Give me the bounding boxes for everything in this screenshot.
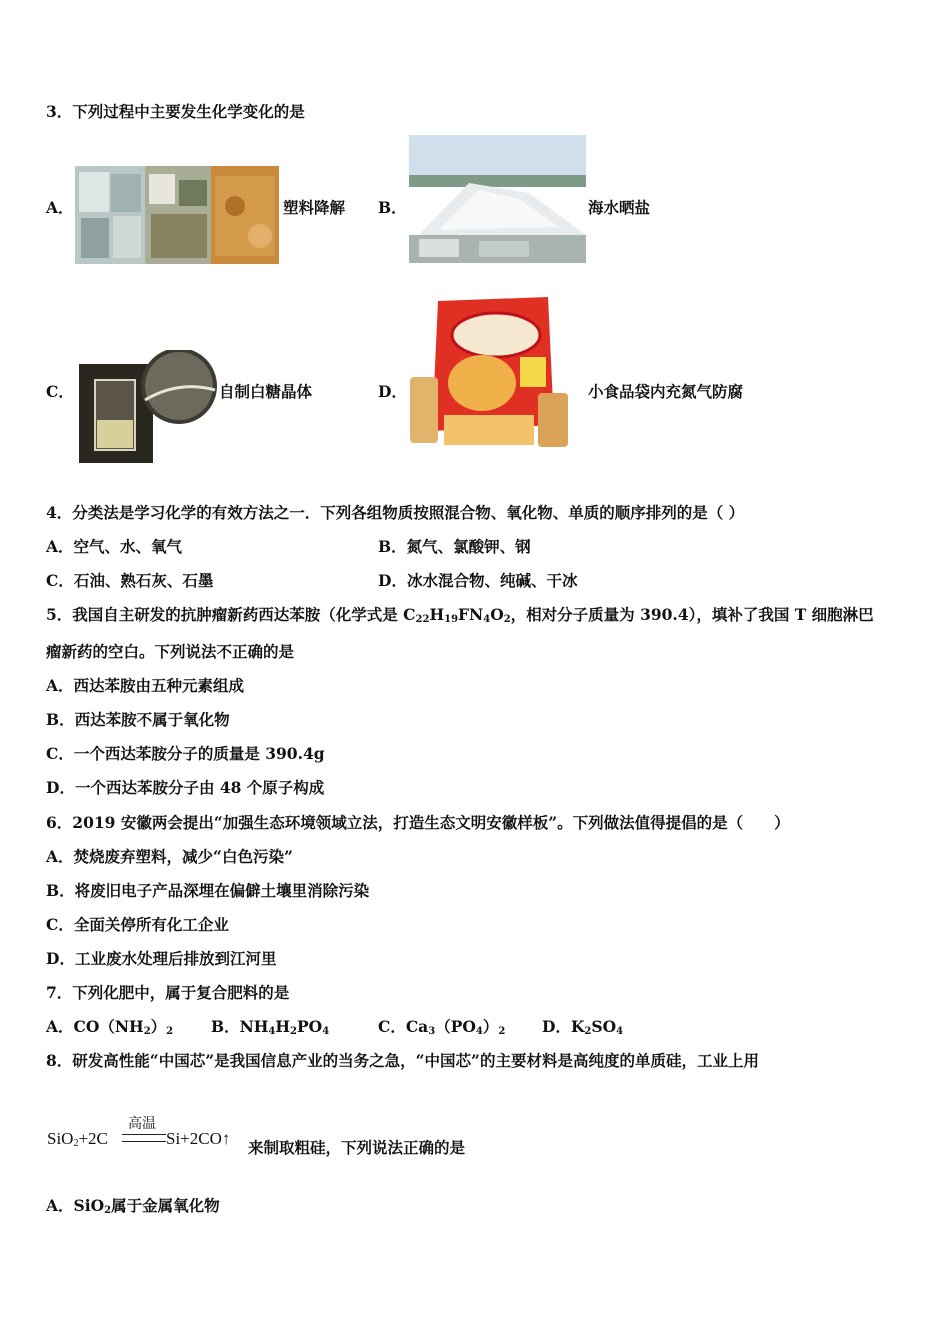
- q4-stem: 4．分类法是学习化学的有效方法之一．下列各组物质按照混合物、氧化物、单质的顺序排列的是（ ）: [46, 503, 745, 522]
- q7-d-part: SO: [591, 1017, 617, 1036]
- formula-sub: 4: [322, 1026, 330, 1037]
- q7-b-part: PO: [297, 1017, 323, 1036]
- q5-stem-suffix: ，相对分子质量为 390.4），填补了我国 T 细胞淋巴: [510, 605, 874, 624]
- q3-option-c-label: C．: [46, 382, 74, 401]
- formula-sub: 2: [166, 1026, 174, 1037]
- q5-option-a: A．西达苯胺由五种元素组成: [46, 676, 245, 695]
- formula-part: FN: [458, 605, 484, 624]
- equation-reactants: [47, 1129, 108, 1149]
- formula-sub: 3: [428, 1026, 436, 1037]
- formula-sub: 4: [616, 1026, 624, 1037]
- equation-condition: 高温: [128, 1117, 156, 1132]
- q3-option-c-text: 自制白糖晶体: [219, 382, 313, 401]
- formula-sub: 22: [415, 614, 430, 625]
- q7-c-part: ）: [482, 1017, 499, 1036]
- formula-sub: 2: [584, 1026, 592, 1037]
- q7-c-part: C．Ca: [378, 1017, 429, 1036]
- q7-option-d: [542, 1017, 623, 1042]
- q7-b-part: B．NH: [211, 1017, 269, 1036]
- q5-stem-prefix: 5．我国自主研发的抗肿瘤新药西达苯胺（化学式是 C: [46, 605, 416, 624]
- q3-option-a-label: A．: [46, 198, 74, 217]
- formula-sub: 19: [444, 614, 459, 625]
- q7-option-a: [46, 1017, 173, 1042]
- formula-sub: 2: [104, 1205, 112, 1216]
- q3-stem: 3．下列过程中主要发生化学变化的是: [46, 102, 305, 121]
- q6-option-c: C．全面关停所有化工企业: [46, 915, 229, 934]
- q7-b-part: H: [275, 1017, 291, 1036]
- q4-option-a: A．空气、水、氧气: [46, 537, 183, 556]
- formula-sub: 4: [268, 1026, 276, 1037]
- q7-c-part: （PO: [435, 1017, 476, 1036]
- plastic-degradation-image: [75, 166, 279, 264]
- formula-part: O: [490, 605, 504, 624]
- q5-option-d: D．一个西达苯胺分子由 48 个原子构成: [46, 778, 325, 797]
- eq-part: +2C: [78, 1129, 108, 1148]
- q6-option-d: D．工业废水处理后排放到江河里: [46, 949, 277, 968]
- q4-option-b: B．氮气、氯酸钾、钢: [378, 537, 531, 556]
- snack-bag-image: [408, 297, 570, 451]
- q7-a-part: ）: [150, 1017, 167, 1036]
- q6-option-a: A．焚烧废弃塑料，减少“白色污染”: [46, 847, 293, 866]
- q8-a-part: A．SiO: [46, 1196, 105, 1215]
- q4-option-c: C．石油、熟石灰、石墨: [46, 571, 214, 590]
- q7-option-b: [211, 1017, 329, 1042]
- formula-sub: 2: [290, 1026, 298, 1037]
- q8-stem: 8．研发高性能“中国芯”是我国信息产业的当务之急，“中国芯”的主要材料是高纯度的单质硅，工业上用: [46, 1051, 759, 1070]
- q5-stem-line2: 瘤新药的空白。下列说法不正确的是: [46, 642, 295, 661]
- q7-option-c: [378, 1017, 505, 1042]
- formula-part: H: [429, 605, 445, 624]
- q5-option-b: B．西达苯胺不属于氧化物: [46, 710, 230, 729]
- sugar-crystal-image: [79, 350, 219, 463]
- sea-salt-drying-image: [409, 135, 586, 263]
- formula-sub: 2: [73, 1138, 79, 1149]
- q3-option-b-text: 海水晒盐: [588, 198, 651, 217]
- q7-d-part: D．K: [542, 1017, 585, 1036]
- q7-a-part: A．CO（NH: [46, 1017, 144, 1036]
- q5-stem-line1: [46, 605, 874, 630]
- formula-sub: 4: [483, 614, 491, 625]
- q6-option-b: B．将废旧电子产品深埋在偏僻土壤里消除污染: [46, 881, 370, 900]
- equation-equals-sign: [122, 1134, 166, 1142]
- formula-sub: 2: [498, 1026, 506, 1037]
- q7-stem: 7．下列化肥中，属于复合肥料的是: [46, 983, 290, 1002]
- q3-option-d-label: D．: [378, 382, 407, 401]
- eq-part: SiO: [47, 1129, 74, 1148]
- q8-stem-continuation: 来制取粗硅，下列说法正确的是: [248, 1138, 466, 1157]
- q4-option-d: D．冰水混合物、纯碱、干冰: [378, 571, 578, 590]
- q5-option-c: C．一个西达苯胺分子的质量是 390.4g: [46, 744, 325, 763]
- q6-stem: 6．2019 安徽两会提出“加强生态环境领域立法，打造生态文明安徽样板”。下列做法值得提倡的是（ ）: [46, 813, 790, 832]
- q3-option-d-text: 小食品袋内充氮气防腐: [588, 382, 744, 401]
- q3-option-a-text: 塑料降解: [283, 198, 346, 217]
- q3-option-b-label: B．: [378, 198, 407, 217]
- q8-a-part: 属于金属氧化物: [111, 1196, 220, 1215]
- formula-sub: 2: [143, 1026, 151, 1037]
- formula-sub: 2: [503, 614, 511, 625]
- formula-sub: 4: [475, 1026, 483, 1037]
- q8-option-a: [46, 1196, 220, 1221]
- equation-products: Si+2CO↑: [166, 1129, 231, 1148]
